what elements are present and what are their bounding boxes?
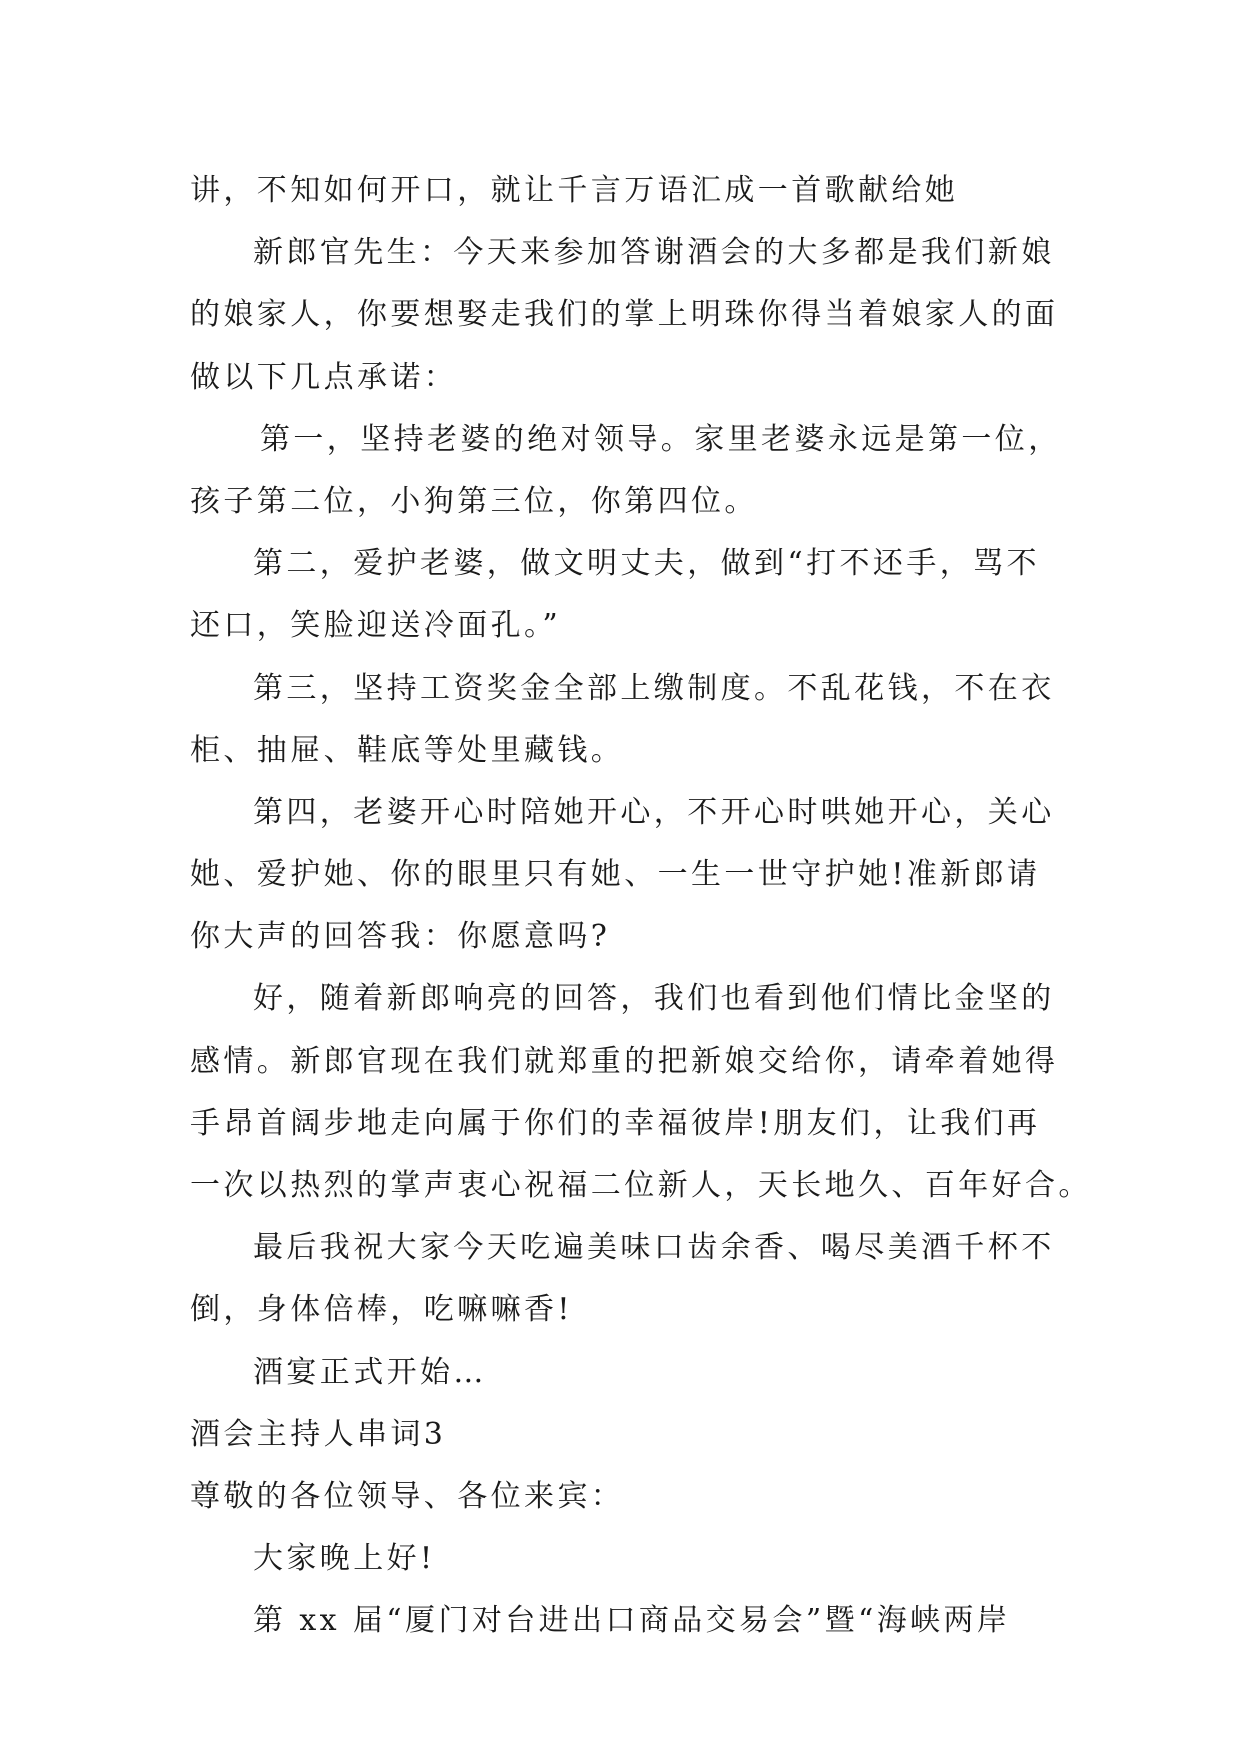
greeting: 大家晚上好!: [253, 1541, 436, 1577]
text-line: 柜、抽屉、鞋底等处里藏钱。: [190, 732, 625, 768]
text-line: 一次以热烈的掌声衷心祝福二位新人，天长地久、百年好合。: [190, 1168, 1092, 1203]
text-line: 的娘家人，你要想娶走我们的掌上明珠你得当着娘家人的面: [190, 297, 1059, 333]
paragraph-start: 好，随着新郎响亮的回答，我们也看到他们情比金坚的: [253, 981, 1055, 1017]
text-line: 她、爱护她、你的眼里只有她、一生一世守护她!准新郎请: [190, 857, 1041, 893]
text-line: 孩子第二位，小狗第三位，你第四位。: [190, 483, 758, 519]
paragraph-start: 酒宴正式开始…: [253, 1354, 487, 1390]
paragraph-start: 第 xx 届“厦门对台进出口商品交易会”暨“海峡两岸: [253, 1603, 1011, 1639]
text-line: 你大声的回答我：你愿意吗?: [190, 919, 611, 955]
paragraph-start: 新郎官先生：今天来参加答谢酒会的大多都是我们新娘: [253, 235, 1055, 271]
paragraph-start: 第一，坚持老婆的绝对领导。家里老婆永远是第一位，: [260, 421, 1062, 457]
text-line: 还口，笑脸迎送冷面孔。”: [190, 608, 562, 644]
text-line: 做以下几点承诺：: [190, 359, 458, 395]
salutation: 尊敬的各位领导、各位来宾：: [190, 1478, 625, 1514]
paragraph-start: 第四，老婆开心时陪她开心，不开心时哄她开心，关心: [253, 794, 1055, 830]
text-line: 讲，不知如何开口，就让千言万语汇成一首歌献给她: [190, 173, 959, 208]
text-line: 倒，身体倍棒，吃嘛嘛香!: [190, 1292, 573, 1328]
document-body: [190, 160, 1092, 1653]
section-heading: 酒会主持人串词3: [190, 1416, 447, 1452]
text-line: 手昂首阔步地走向属于你们的幸福彼岸!朋友们，让我们再: [190, 1105, 1041, 1141]
text-line: 感情。新郎官现在我们就郑重的把新娘交给你，请牵着她得: [190, 1043, 1059, 1079]
paragraph-start: 第二，爱护老婆，做文明丈夫，做到“打不还手，骂不: [253, 546, 1040, 582]
paragraph-start: 第三，坚持工资奖金全部上缴制度。不乱花钱，不在衣: [253, 670, 1055, 706]
paragraph-start: 最后我祝大家今天吃遍美味口齿余香、喝尽美酒千杯不: [253, 1230, 1055, 1266]
